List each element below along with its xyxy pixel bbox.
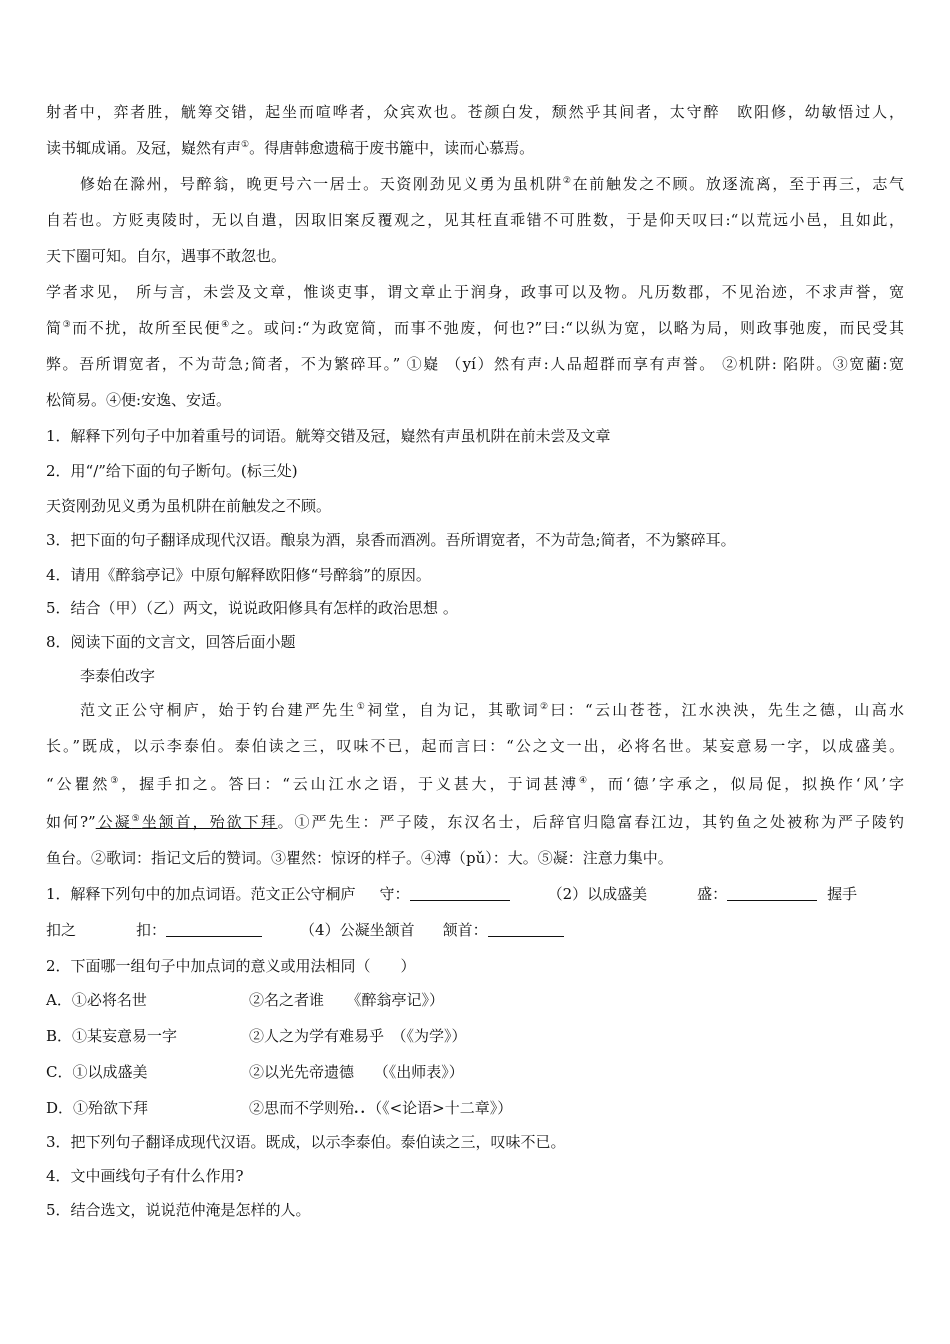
question-item: 1．解释下列句子中加着重号的词语。觥筹交错及冠，嶷然有声虽机阱在前未尝及文章 (46, 427, 611, 445)
passage-a-line: 射者中，弈者胜，觥筹交错，起坐而喧哗者，众宾欢也。苍颜白发，颓然乎其间者，太守醉 欧阳修，幼敏悟过人， (46, 103, 904, 121)
footnote-marker: ② (540, 702, 551, 712)
passage-b-title: 李泰伯改字 (80, 667, 156, 685)
footnote-marker: ① (241, 140, 250, 150)
question-item: 2．用“/”给下面的句子断句。(标三处) (46, 462, 298, 480)
passage-a-line: 天下圈可知。自尔，遇事不敢忽也。 (46, 247, 287, 265)
footnote-marker: ③ (110, 776, 122, 786)
answer-blank[interactable] (410, 885, 510, 901)
footnote-marker: ② (562, 176, 573, 186)
option-a: A．①必将名世 ②名之者谁 《醉翁亭记》） (46, 991, 445, 1009)
footnote-marker: ① (356, 702, 368, 712)
question-item: 天资刚劲见义勇为虽机阱在前触发之不顾。 (46, 497, 332, 515)
answer-blank[interactable] (488, 921, 564, 937)
question-item: 5．结合（甲）（乙）两文，说说政阳修具有怎样的政治思想 。 (46, 599, 458, 617)
underlined-sentence: 公凝⑤坐颔首，殆欲下拜 (95, 813, 278, 831)
passage-a-line: 简③而不扰，故所至民便④之。或问:“为政宽简，而事不弛废，何也?”曰:“以纵为宽，以略为局，则政事弛废，而民受其 (46, 319, 904, 337)
question-item: 3．把下列句子翻译成现代汉语。既成，以示李泰伯。泰伯读之三，叹味不已。 (46, 1133, 566, 1151)
option-b: B．①某妄意易一字 ②人之为学有难易乎 （《为学》） (46, 1027, 467, 1045)
question-item: 4．文中画线句子有什么作用? (46, 1167, 244, 1185)
footnote-marker: ③ (62, 320, 73, 330)
passage-b-line: “公瞿然③，握手扣之。答曰：“云山江水之语，于义甚大，于词甚溥④，而‘德’字承之，似局促，拟换作‘风’字 (46, 775, 904, 793)
passage-b-line: 鱼台。②歌词：指记文后的赞词。③瞿然：惊讶的样子。④溥（pǔ）：大。⑤凝：注意力集中。 (46, 849, 673, 867)
passage-a-line: 弊。吾所谓宽者，不为苛急;简者，不为繁碎耳。” ①嶷 （yí）然有声:人品超群而享有声誉。 ②机阱: 陷阱。③宽藺:宽 (46, 355, 904, 373)
passage-a-line: 学者求见， 所与言，未尝及文章，惟谈吏事，谓文章止于润身，政事可以及物。凡历数郡，不见治迹，不求声誉，宽 (46, 283, 904, 301)
answer-blank[interactable] (727, 885, 817, 901)
passage-b-line: 范文正公守桐庐，始于钓台建严先生①祠堂，自为记，其歌词②曰：“云山苍苍，江水泱泱，先生之德，山高水 (80, 701, 904, 719)
footnote-marker: ⑤ (131, 814, 142, 824)
footnote-marker: ④ (221, 320, 231, 330)
answer-blank[interactable] (166, 921, 262, 937)
footnote-marker: ④ (579, 776, 590, 786)
question-item: 5．结合选文，说说范仲淹是怎样的人。 (46, 1201, 311, 1219)
emphasis-dots: .. (354, 1102, 368, 1117)
option-d: D．①殆欲下拜 ②思而不学则殆..（《<论语>十二章》） (46, 1099, 513, 1117)
question-item: 4．请用《醉翁亭记》中原句解释欧阳修“号醉翁”的原因。 (46, 566, 431, 584)
question-item: 2．下面哪一组句子中加点词的意义或用法相同（ ） (46, 957, 416, 975)
question-item: 扣之 扣： （4）公凝坐颔首 颔首： (46, 920, 904, 942)
section-heading: 8．阅读下面的文言文，回答后面小题 (46, 633, 296, 651)
question-item: 1．解释下列句中的加点词语。范文正公守桐庐 守： （2）以成盛美 盛： 握手 (46, 885, 858, 903)
passage-a-line: 松简易。④便:安逸、安适。 (46, 391, 232, 409)
passage-a-line: 修始在滁州，号醉翁，晚更号六一居士。天资刚劲见义勇为虽机阱②在前触发之不顾。放逐流离，至于再三，志气 (80, 175, 904, 193)
passage-b-line: 如何?”公凝⑤坐颔首，殆欲下拜。①严先生：严子陵，东汉名士，后辞官归隐富春江边，其钓鱼之处被称为严子陵钓 (46, 813, 904, 831)
passage-a-line: 自若也。方贬夷陵时，无以自遣，因取旧案反覆观之，见其枉直乖错不可胜数，于是仰天叹曰:“以荒远小邑，且如此， (46, 211, 904, 229)
question-item: 3．把下面的句子翻译成现代汉语。酿泉为酒，泉香而酒冽。吾所谓宽者，不为苛急;简者，不为繁碎耳。 (46, 531, 736, 549)
passage-b-line: 长。”既成，以示李泰伯。泰伯读之三，叹味不已，起而言曰：“公之文一出，必将名世。某妄意易一字，以成盛美。 (46, 737, 904, 755)
option-c: C．①以成盛美 ②以光先帝遗德 （《出师表》） (46, 1063, 464, 1081)
passage-a-line: 读书辄成诵。及冠，嶷然有声①。得唐韩愈遗稿于废书簏中，读而心慕焉。 (46, 139, 535, 157)
